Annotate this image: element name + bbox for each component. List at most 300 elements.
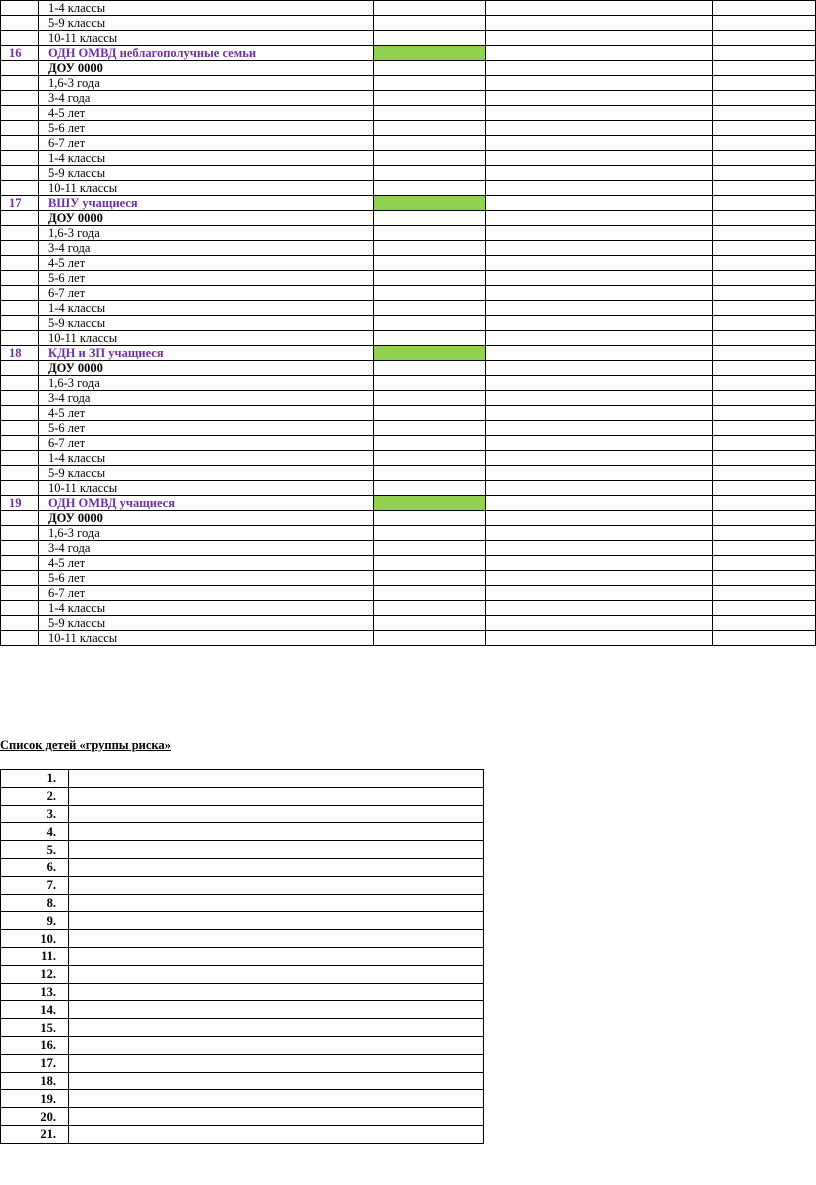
- risk-number-cell: 12.: [1, 965, 69, 983]
- value-cell: [713, 436, 816, 451]
- table-row: [1, 31, 816, 46]
- risk-number-cell: 16.: [1, 1036, 69, 1054]
- table-row: [1, 166, 816, 181]
- value-cell: [486, 241, 713, 256]
- value-cell: [713, 376, 816, 391]
- value-cell: [713, 46, 816, 61]
- risk-list-row: [1, 1108, 484, 1126]
- risk-list-row: [1, 823, 484, 841]
- risk-number-cell: 3.: [1, 805, 69, 823]
- value-cell: [486, 511, 713, 526]
- value-cell: [486, 481, 713, 496]
- risk-name-cell: [69, 787, 484, 805]
- risk-list-row: [1, 1019, 484, 1037]
- risk-list-row: [1, 805, 484, 823]
- row-number-cell: [1, 91, 39, 106]
- value-cell: [713, 496, 816, 511]
- value-cell: [486, 346, 713, 361]
- risk-list-row: [1, 947, 484, 965]
- risk-list-row: [1, 983, 484, 1001]
- value-cell: [374, 91, 486, 106]
- row-number-cell: [1, 31, 39, 46]
- risk-list-row: [1, 1072, 484, 1090]
- row-label-cell: 10-11 классы: [39, 481, 374, 496]
- row-label-cell: 5-6 лет: [39, 121, 374, 136]
- row-number-cell: [1, 16, 39, 31]
- value-cell: [486, 496, 713, 511]
- row-label-cell: 3-4 года: [39, 91, 374, 106]
- row-label-cell: 4-5 лет: [39, 256, 374, 271]
- value-cell: [374, 511, 486, 526]
- risk-number-cell: 20.: [1, 1108, 69, 1126]
- risk-name-cell: [69, 1054, 484, 1072]
- risk-number-cell: 6.: [1, 858, 69, 876]
- row-number-cell: [1, 436, 39, 451]
- value-cell: [374, 76, 486, 91]
- row-number-cell: [1, 511, 39, 526]
- risk-name-cell: [69, 894, 484, 912]
- row-number-cell: [1, 556, 39, 571]
- value-cell: [486, 106, 713, 121]
- value-cell: [486, 196, 713, 211]
- row-number-cell: [1, 331, 39, 346]
- row-label-cell: 1-4 классы: [39, 451, 374, 466]
- row-number-cell: [1, 106, 39, 121]
- risk-name-cell: [69, 805, 484, 823]
- value-cell: [486, 226, 713, 241]
- value-cell: [374, 586, 486, 601]
- value-cell: [713, 316, 816, 331]
- row-number-cell: [1, 121, 39, 136]
- value-cell: [486, 46, 713, 61]
- risk-number-cell: 7.: [1, 876, 69, 894]
- value-cell: [486, 166, 713, 181]
- row-number-cell: [1, 631, 39, 646]
- row-label-cell: 5-9 классы: [39, 16, 374, 31]
- table-row: [1, 571, 816, 586]
- value-cell: [713, 211, 816, 226]
- row-number-cell: [1, 361, 39, 376]
- value-cell: [374, 151, 486, 166]
- row-label-cell: 6-7 лет: [39, 286, 374, 301]
- risk-name-cell: [69, 858, 484, 876]
- row-label-cell: 1,6-3 года: [39, 376, 374, 391]
- table-row: [1, 286, 816, 301]
- value-cell: [713, 391, 816, 406]
- highlight-cell: [374, 496, 486, 511]
- row-number-cell: [1, 316, 39, 331]
- risk-list-row: [1, 1090, 484, 1108]
- value-cell: [486, 436, 713, 451]
- value-cell: [374, 136, 486, 151]
- risk-list-row: [1, 1036, 484, 1054]
- value-cell: [374, 1, 486, 16]
- row-label-cell: ОДН ОМВД учащиеся: [39, 496, 374, 511]
- risk-name-cell: [69, 1001, 484, 1019]
- value-cell: [374, 436, 486, 451]
- table-row: [1, 406, 816, 421]
- value-cell: [713, 286, 816, 301]
- row-label-cell: 5-9 классы: [39, 466, 374, 481]
- table-row: [1, 61, 816, 76]
- table-row: [1, 376, 816, 391]
- risk-list-row: [1, 965, 484, 983]
- row-number-cell: [1, 241, 39, 256]
- risk-number-cell: 17.: [1, 1054, 69, 1072]
- value-cell: [374, 526, 486, 541]
- row-label-cell: 5-9 классы: [39, 166, 374, 181]
- table-row: [1, 136, 816, 151]
- value-cell: [486, 331, 713, 346]
- risk-list-row: [1, 787, 484, 805]
- table-row: [1, 616, 816, 631]
- row-number-cell: 16: [1, 46, 39, 61]
- row-label-cell: 5-6 лет: [39, 271, 374, 286]
- risk-number-cell: 15.: [1, 1019, 69, 1037]
- table-row: [1, 481, 816, 496]
- row-label-cell: 1-4 классы: [39, 601, 374, 616]
- value-cell: [374, 181, 486, 196]
- row-label-cell: 1,6-3 года: [39, 76, 374, 91]
- row-label-cell: 5-6 лет: [39, 571, 374, 586]
- row-label-cell: 5-6 лет: [39, 421, 374, 436]
- value-cell: [713, 61, 816, 76]
- value-cell: [374, 376, 486, 391]
- value-cell: [486, 121, 713, 136]
- risk-number-cell: 4.: [1, 823, 69, 841]
- table-row: [1, 121, 816, 136]
- row-number-cell: [1, 286, 39, 301]
- value-cell: [486, 526, 713, 541]
- value-cell: [486, 571, 713, 586]
- risk-list-body: [1, 770, 484, 1144]
- value-cell: [374, 466, 486, 481]
- risk-list-row: [1, 770, 484, 788]
- value-cell: [486, 91, 713, 106]
- table-row: [1, 361, 816, 376]
- value-cell: [713, 151, 816, 166]
- row-number-cell: [1, 271, 39, 286]
- value-cell: [486, 31, 713, 46]
- risk-list-row: [1, 930, 484, 948]
- value-cell: [486, 151, 713, 166]
- risk-number-cell: 1.: [1, 770, 69, 788]
- value-cell: [713, 166, 816, 181]
- risk-list-row: [1, 876, 484, 894]
- value-cell: [486, 256, 713, 271]
- risk-name-cell: [69, 912, 484, 930]
- value-cell: [374, 481, 486, 496]
- value-cell: [713, 301, 816, 316]
- row-label-cell: 3-4 года: [39, 391, 374, 406]
- row-number-cell: [1, 571, 39, 586]
- row-number-cell: 18: [1, 346, 39, 361]
- risk-list-row: [1, 1001, 484, 1019]
- value-cell: [374, 226, 486, 241]
- row-number-cell: [1, 211, 39, 226]
- value-cell: [374, 316, 486, 331]
- highlight-cell: [374, 196, 486, 211]
- row-label-cell: 3-4 года: [39, 541, 374, 556]
- row-number-cell: [1, 136, 39, 151]
- row-label-cell: 1,6-3 года: [39, 526, 374, 541]
- risk-list-table: [0, 769, 484, 1144]
- value-cell: [486, 616, 713, 631]
- risk-name-cell: [69, 965, 484, 983]
- table-row: [1, 211, 816, 226]
- row-label-cell: 3-4 года: [39, 241, 374, 256]
- risk-number-cell: 21.: [1, 1125, 69, 1143]
- row-label-cell: ОДН ОМВД неблагополучные семьи: [39, 46, 374, 61]
- table-row: [1, 106, 816, 121]
- risk-name-cell: [69, 841, 484, 859]
- value-cell: [486, 16, 713, 31]
- value-cell: [374, 286, 486, 301]
- row-label-cell: 1-4 классы: [39, 151, 374, 166]
- risk-name-cell: [69, 876, 484, 894]
- value-cell: [486, 61, 713, 76]
- value-cell: [374, 556, 486, 571]
- risk-name-cell: [69, 1108, 484, 1126]
- value-cell: [713, 451, 816, 466]
- row-label-cell: 4-5 лет: [39, 556, 374, 571]
- row-number-cell: [1, 391, 39, 406]
- row-number-cell: [1, 601, 39, 616]
- value-cell: [486, 136, 713, 151]
- row-number-cell: [1, 421, 39, 436]
- value-cell: [374, 571, 486, 586]
- value-cell: [374, 631, 486, 646]
- risk-number-cell: 13.: [1, 983, 69, 1001]
- section-row: [1, 196, 816, 211]
- row-label-cell: 1,6-3 года: [39, 226, 374, 241]
- risk-name-cell: [69, 1036, 484, 1054]
- value-cell: [713, 241, 816, 256]
- row-label-cell: 4-5 лет: [39, 406, 374, 421]
- value-cell: [486, 181, 713, 196]
- row-number-cell: [1, 526, 39, 541]
- row-number-cell: [1, 541, 39, 556]
- row-number-cell: [1, 466, 39, 481]
- value-cell: [374, 616, 486, 631]
- value-cell: [486, 541, 713, 556]
- table-row: [1, 331, 816, 346]
- table-row: [1, 541, 816, 556]
- value-cell: [374, 391, 486, 406]
- value-cell: [486, 316, 713, 331]
- row-label-cell: ДОУ 0000: [39, 211, 374, 226]
- value-cell: [713, 256, 816, 271]
- risk-name-cell: [69, 1090, 484, 1108]
- value-cell: [374, 451, 486, 466]
- row-label-cell: 10-11 классы: [39, 181, 374, 196]
- value-cell: [713, 556, 816, 571]
- risk-name-cell: [69, 1072, 484, 1090]
- table-row: [1, 556, 816, 571]
- table-row: [1, 16, 816, 31]
- value-cell: [713, 421, 816, 436]
- table-row: [1, 76, 816, 91]
- section-row: [1, 496, 816, 511]
- risk-name-cell: [69, 1125, 484, 1143]
- risk-number-cell: 10.: [1, 930, 69, 948]
- value-cell: [713, 16, 816, 31]
- value-cell: [486, 76, 713, 91]
- row-number-cell: [1, 586, 39, 601]
- value-cell: [713, 616, 816, 631]
- value-cell: [486, 271, 713, 286]
- value-cell: [713, 271, 816, 286]
- value-cell: [713, 136, 816, 151]
- value-cell: [713, 406, 816, 421]
- value-cell: [486, 421, 713, 436]
- section-row: [1, 346, 816, 361]
- row-number-cell: [1, 226, 39, 241]
- row-number-cell: [1, 256, 39, 271]
- risk-name-cell: [69, 947, 484, 965]
- value-cell: [374, 121, 486, 136]
- main-table-body: [1, 1, 816, 646]
- row-number-cell: [1, 406, 39, 421]
- risk-number-cell: 9.: [1, 912, 69, 930]
- row-label-cell: КДН и ЗП учащиеся: [39, 346, 374, 361]
- risk-number-cell: 2.: [1, 787, 69, 805]
- risk-number-cell: 11.: [1, 947, 69, 965]
- value-cell: [713, 106, 816, 121]
- value-cell: [486, 586, 713, 601]
- value-cell: [713, 196, 816, 211]
- table-row: [1, 271, 816, 286]
- table-row: [1, 181, 816, 196]
- value-cell: [713, 331, 816, 346]
- value-cell: [374, 331, 486, 346]
- row-label-cell: 6-7 лет: [39, 136, 374, 151]
- row-number-cell: [1, 481, 39, 496]
- row-number-cell: 19: [1, 496, 39, 511]
- risk-name-cell: [69, 930, 484, 948]
- table-row: [1, 1, 816, 16]
- value-cell: [374, 361, 486, 376]
- risk-name-cell: [69, 1019, 484, 1037]
- table-row: [1, 526, 816, 541]
- value-cell: [486, 556, 713, 571]
- value-cell: [713, 571, 816, 586]
- value-cell: [486, 601, 713, 616]
- row-label-cell: 10-11 классы: [39, 631, 374, 646]
- risk-list-row: [1, 1125, 484, 1143]
- table-row: [1, 436, 816, 451]
- value-cell: [486, 391, 713, 406]
- value-cell: [713, 466, 816, 481]
- row-number-cell: [1, 301, 39, 316]
- risk-list-row: [1, 841, 484, 859]
- value-cell: [486, 1, 713, 16]
- row-label-cell: 6-7 лет: [39, 436, 374, 451]
- table-row: [1, 226, 816, 241]
- row-label-cell: 4-5 лет: [39, 106, 374, 121]
- value-cell: [486, 211, 713, 226]
- value-cell: [374, 166, 486, 181]
- row-label-cell: 10-11 классы: [39, 31, 374, 46]
- table-row: [1, 391, 816, 406]
- value-cell: [374, 301, 486, 316]
- table-row: [1, 586, 816, 601]
- value-cell: [486, 361, 713, 376]
- value-cell: [486, 301, 713, 316]
- risk-number-cell: 19.: [1, 1090, 69, 1108]
- table-row: [1, 151, 816, 166]
- value-cell: [486, 376, 713, 391]
- row-label-cell: 5-9 классы: [39, 616, 374, 631]
- risk-number-cell: 18.: [1, 1072, 69, 1090]
- value-cell: [374, 406, 486, 421]
- table-row: [1, 511, 816, 526]
- row-label-cell: 1-4 классы: [39, 1, 374, 16]
- value-cell: [713, 226, 816, 241]
- value-cell: [713, 346, 816, 361]
- value-cell: [486, 406, 713, 421]
- row-number-cell: [1, 76, 39, 91]
- row-number-cell: [1, 181, 39, 196]
- value-cell: [713, 586, 816, 601]
- value-cell: [374, 211, 486, 226]
- row-label-cell: 1-4 классы: [39, 301, 374, 316]
- risk-number-cell: 8.: [1, 894, 69, 912]
- value-cell: [713, 601, 816, 616]
- value-cell: [713, 121, 816, 136]
- value-cell: [374, 271, 486, 286]
- table-row: [1, 316, 816, 331]
- table-row: [1, 421, 816, 436]
- table-row: [1, 91, 816, 106]
- value-cell: [486, 631, 713, 646]
- value-cell: [374, 241, 486, 256]
- value-cell: [486, 451, 713, 466]
- value-cell: [374, 31, 486, 46]
- row-label-cell: 10-11 классы: [39, 331, 374, 346]
- risk-list-row: [1, 912, 484, 930]
- risk-name-cell: [69, 823, 484, 841]
- row-number-cell: 17: [1, 196, 39, 211]
- value-cell: [713, 361, 816, 376]
- value-cell: [713, 91, 816, 106]
- row-label-cell: 5-9 классы: [39, 316, 374, 331]
- value-cell: [713, 181, 816, 196]
- value-cell: [713, 76, 816, 91]
- row-label-cell: ДОУ 0000: [39, 61, 374, 76]
- risk-number-cell: 14.: [1, 1001, 69, 1019]
- risk-name-cell: [69, 770, 484, 788]
- row-number-cell: [1, 61, 39, 76]
- value-cell: [374, 16, 486, 31]
- row-number-cell: [1, 1, 39, 16]
- row-number-cell: [1, 376, 39, 391]
- highlight-cell: [374, 46, 486, 61]
- value-cell: [374, 541, 486, 556]
- risk-list-title: Список детей «группы риска»: [0, 738, 171, 752]
- table-row: [1, 631, 816, 646]
- risk-name-cell: [69, 983, 484, 1001]
- value-cell: [486, 286, 713, 301]
- highlight-cell: [374, 346, 486, 361]
- row-number-cell: [1, 166, 39, 181]
- risk-number-cell: 5.: [1, 841, 69, 859]
- value-cell: [713, 631, 816, 646]
- row-label-cell: ДОУ 0000: [39, 361, 374, 376]
- table-row: [1, 466, 816, 481]
- value-cell: [374, 256, 486, 271]
- value-cell: [713, 481, 816, 496]
